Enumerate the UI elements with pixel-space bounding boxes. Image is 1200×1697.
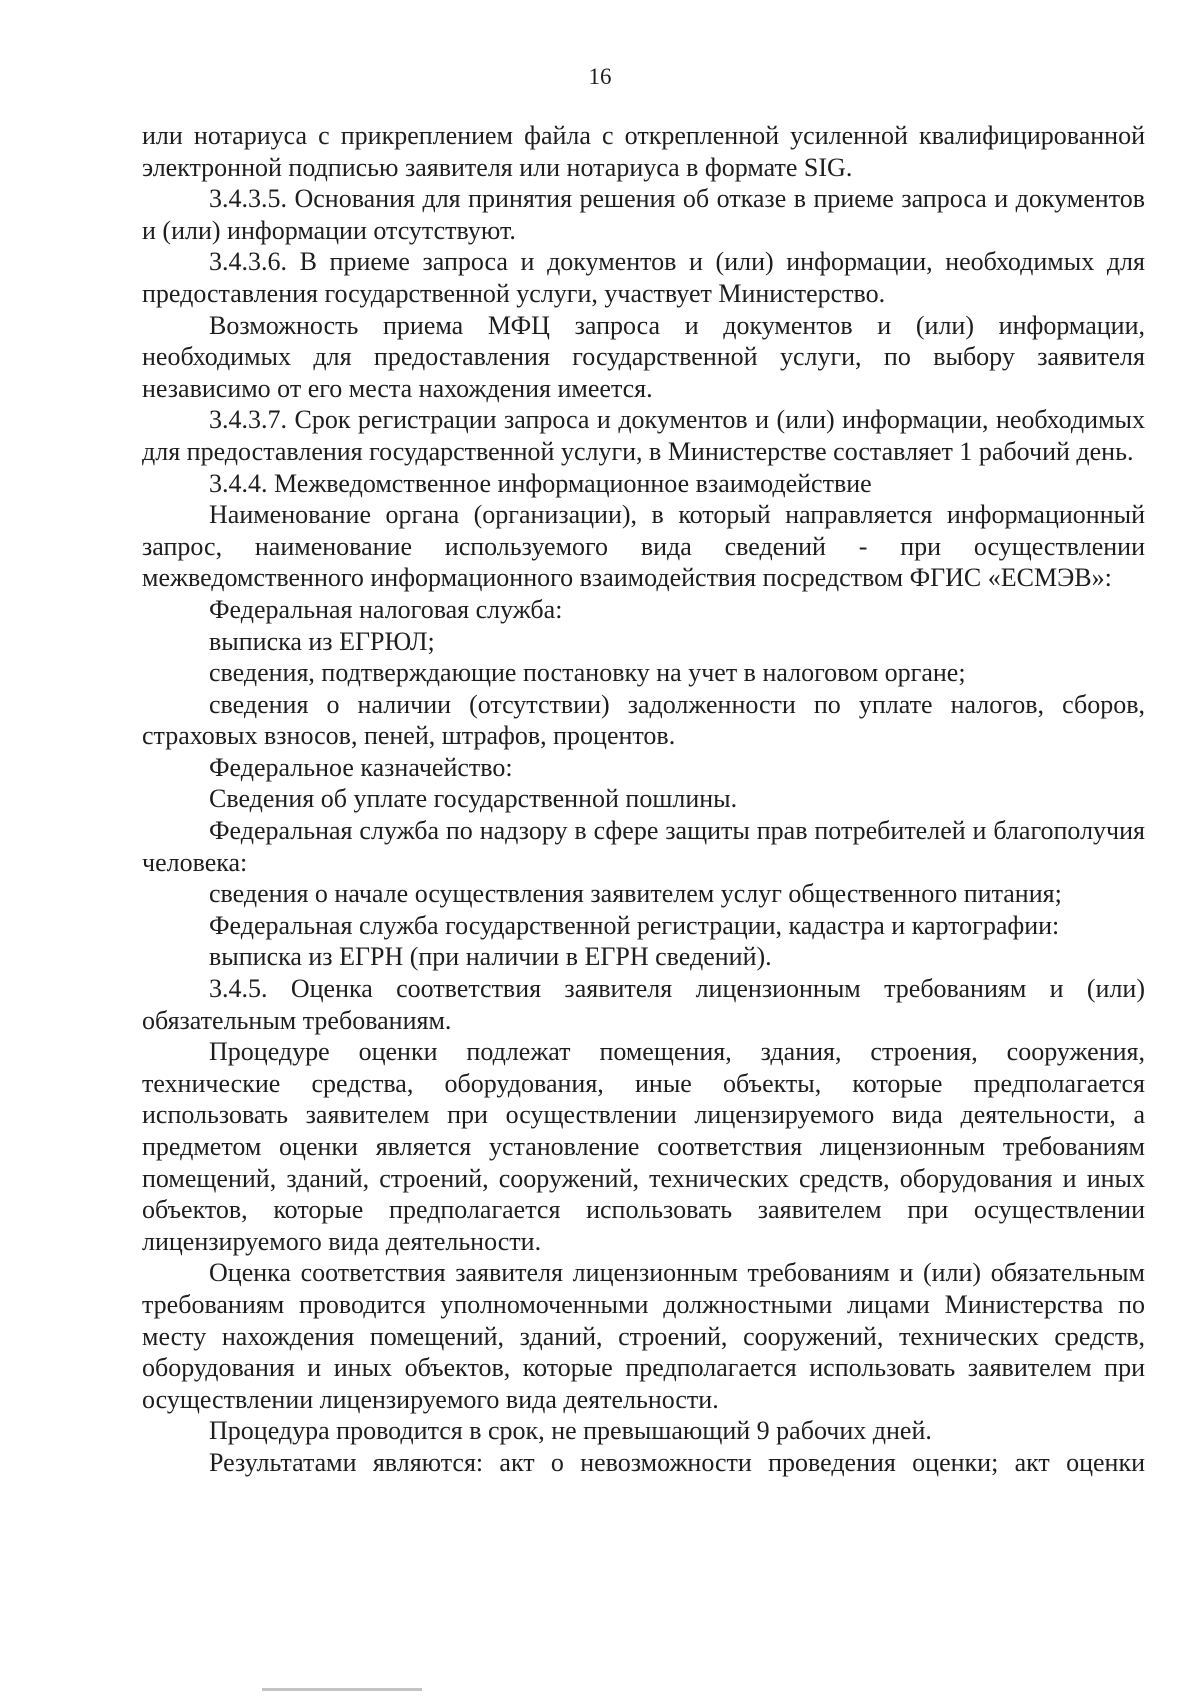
- paragraph: 3.4.3.5. Основания для принятия решения об отказе в приеме запроса и документов и (или) информации отсутствуют.: [142, 184, 1145, 245]
- paragraph: Результатами являются: акт о невозможности проведения оценки; акт оценки: [209, 1447, 1145, 1477]
- list-item: выписка из ЕГРН (при наличии в ЕГРН сведений).: [209, 942, 772, 972]
- paragraph: Процедура проводится в срок, не превышающий 9 рабочих дней.: [209, 1416, 932, 1446]
- paragraph: Возможность приема МФЦ запроса и документов и (или) информации, необходимых для предоставления государственной услуги, по выбору заявителя независимо от его места нахождения имеется.: [142, 310, 1145, 403]
- list-item: Сведения об уплате государственной пошлины.: [209, 784, 738, 814]
- paragraph: Процедуре оценки подлежат помещения, здания, строения, сооружения, технические средства, оборудования, иные объекты, которые предполагается использовать заявителем при осуществлении лицензируемого вида деятельности, а предметом оценки является установление соответствия лицензионным требованиям помещений, зданий, строений, сооружений, технических средств, оборудования и иных объектов, которые предполагается использовать заявителем при осуществлении лицензируемого вида деятельности.: [142, 1037, 1145, 1256]
- list-item: Федеральная служба по надзору в сфере защиты прав потребителей и благополучия человека:: [142, 816, 1145, 877]
- list-item: сведения о начале осуществления заявителем услуг общественного питания;: [209, 879, 1062, 909]
- list-item: Федеральное казначейство:: [209, 752, 513, 782]
- scan-artifact: [262, 1688, 422, 1691]
- list-item: сведения, подтверждающие постановку на учет в налоговом органе;: [209, 658, 966, 688]
- section-heading: 3.4.4. Межведомственное информационное взаимодействие: [209, 468, 872, 498]
- paragraph: 3.4.3.6. В приеме запроса и документов и (или) информации, необходимых для предоставления государственной услуги, участвует Министерство.: [142, 247, 1145, 308]
- list-item: сведения о наличии (отсутствии) задолженности по уплате налогов, сборов, страховых взносов, пеней, штрафов, процентов.: [142, 689, 1145, 751]
- page-number: 16: [588, 64, 612, 89]
- list-item: Федеральная налоговая служба:: [209, 594, 563, 624]
- section-heading: 3.4.5. Оценка соответствия заявителя лицензионным требованиям и (или) обязательным требованиям.: [142, 974, 1145, 1035]
- paragraph: Оценка соответствия заявителя лицензионным требованиям и (или) обязательным требованиям проводится уполномоченными должностными лицами Министерства по месту нахождения помещений, зданий, строений, сооружений, технических средств, оборудования и иных объектов, которые предполагается использовать заявителем при осуществлении лицензируемого вида деятельности.: [142, 1258, 1145, 1414]
- paragraph: или нотариуса с прикреплением файла с открепленной усиленной квалифицированной электронной подписью заявителя или нотариуса в формате SIG.: [142, 121, 1145, 182]
- document-body: [142, 120, 1145, 1479]
- paragraph: 3.4.3.7. Срок регистрации запроса и документов и (или) информации, необходимых для предоставления государственной услуги, в Министерстве составляет 1 рабочий день.: [142, 405, 1145, 466]
- list-item: выписка из ЕГРЮЛ;: [209, 626, 435, 656]
- paragraph: Наименование органа (организации), в который направляется информационный запрос, наименование используемого вида сведений - при осуществлении межведомственного информационного взаимодействия посредством ФГИС «ЕСМЭВ»:: [142, 500, 1145, 593]
- list-item: Федеральная служба государственной регистрации, кадастра и картографии:: [209, 910, 1060, 940]
